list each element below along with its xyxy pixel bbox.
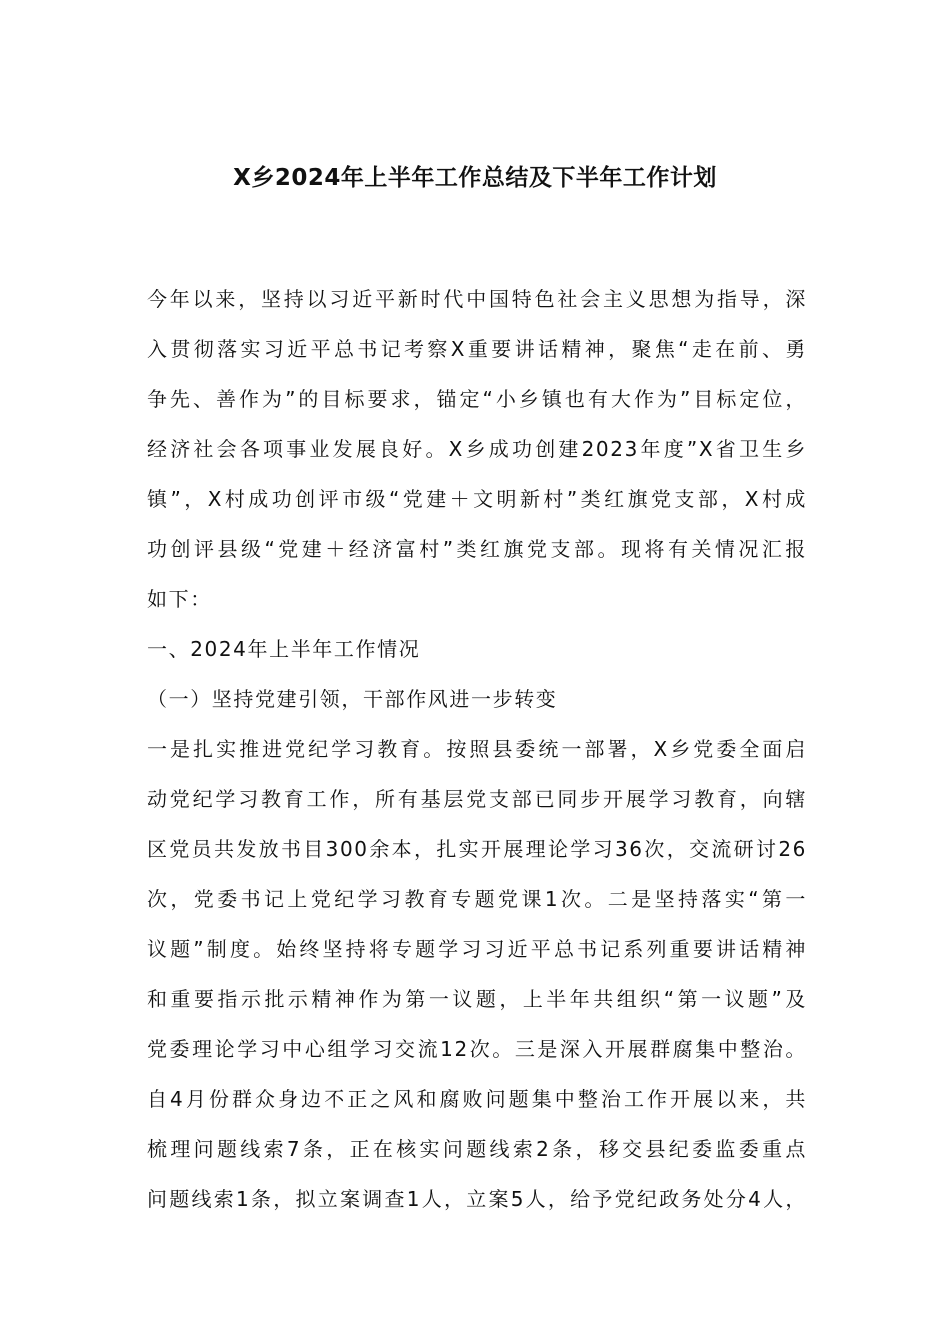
body-line: 议题”制度。始终坚持将专题学习习近平总书记系列重要讲话精神 xyxy=(147,937,807,961)
body-line: 和重要指示批示精神作为第一议题，上半年共组织“第一议题”及 xyxy=(147,987,807,1011)
body-line: 区党员共发放书目300余本，扎实开展理论学习36次，交流研讨26 xyxy=(147,837,807,861)
document-title: X乡2024年上半年工作总结及下半年工作计划 xyxy=(233,165,717,191)
body-line: 梳理问题线索7条，正在核实问题线索2条，移交县纪委监委重点 xyxy=(147,1137,807,1161)
body-line: 自4月份群众身边不正之风和腐败问题集中整治工作开展以来，共 xyxy=(147,1087,807,1111)
body-line: 争先、善作为”的目标要求，锚定“小乡镇也有大作为”目标定位， xyxy=(147,387,807,411)
body-line: 一、2024年上半年工作情况 xyxy=(147,637,421,661)
body-line: 一是扎实推进党纪学习教育。按照县委统一部署，X乡党委全面启 xyxy=(147,737,807,761)
body-line: 经济社会各项事业发展良好。X乡成功创建2023年度”X省卫生乡 xyxy=(147,437,807,461)
body-line: 今年以来，坚持以习近平新时代中国特色社会主义思想为指导，深 xyxy=(147,287,807,311)
body-line: （一）坚持党建引领，干部作风进一步转变 xyxy=(147,687,558,711)
body-line: 入贯彻落实习近平总书记考察X重要讲话精神，聚焦“走在前、勇 xyxy=(147,337,807,361)
body-line: 动党纪学习教育工作，所有基层党支部已同步开展学习教育，向辖 xyxy=(147,787,807,811)
body-line: 镇”，X村成功创评市级“党建＋文明新村”类红旗党支部，X村成 xyxy=(147,487,807,511)
body-line: 功创评县级“党建＋经济富村”类红旗党支部。现将有关情况汇报 xyxy=(147,537,807,561)
body-line: 如下： xyxy=(147,587,212,611)
document-body xyxy=(147,278,807,1228)
body-line: 党委理论学习中心组学习交流12次。三是深入开展群腐集中整治。 xyxy=(147,1037,807,1061)
body-line: 次，党委书记上党纪学习教育专题党课1次。二是坚持落实“第一 xyxy=(147,887,807,911)
body-line: 问题线索1条，拟立案调查1人，立案5人，给予党纪政务处分4人， xyxy=(147,1187,807,1211)
